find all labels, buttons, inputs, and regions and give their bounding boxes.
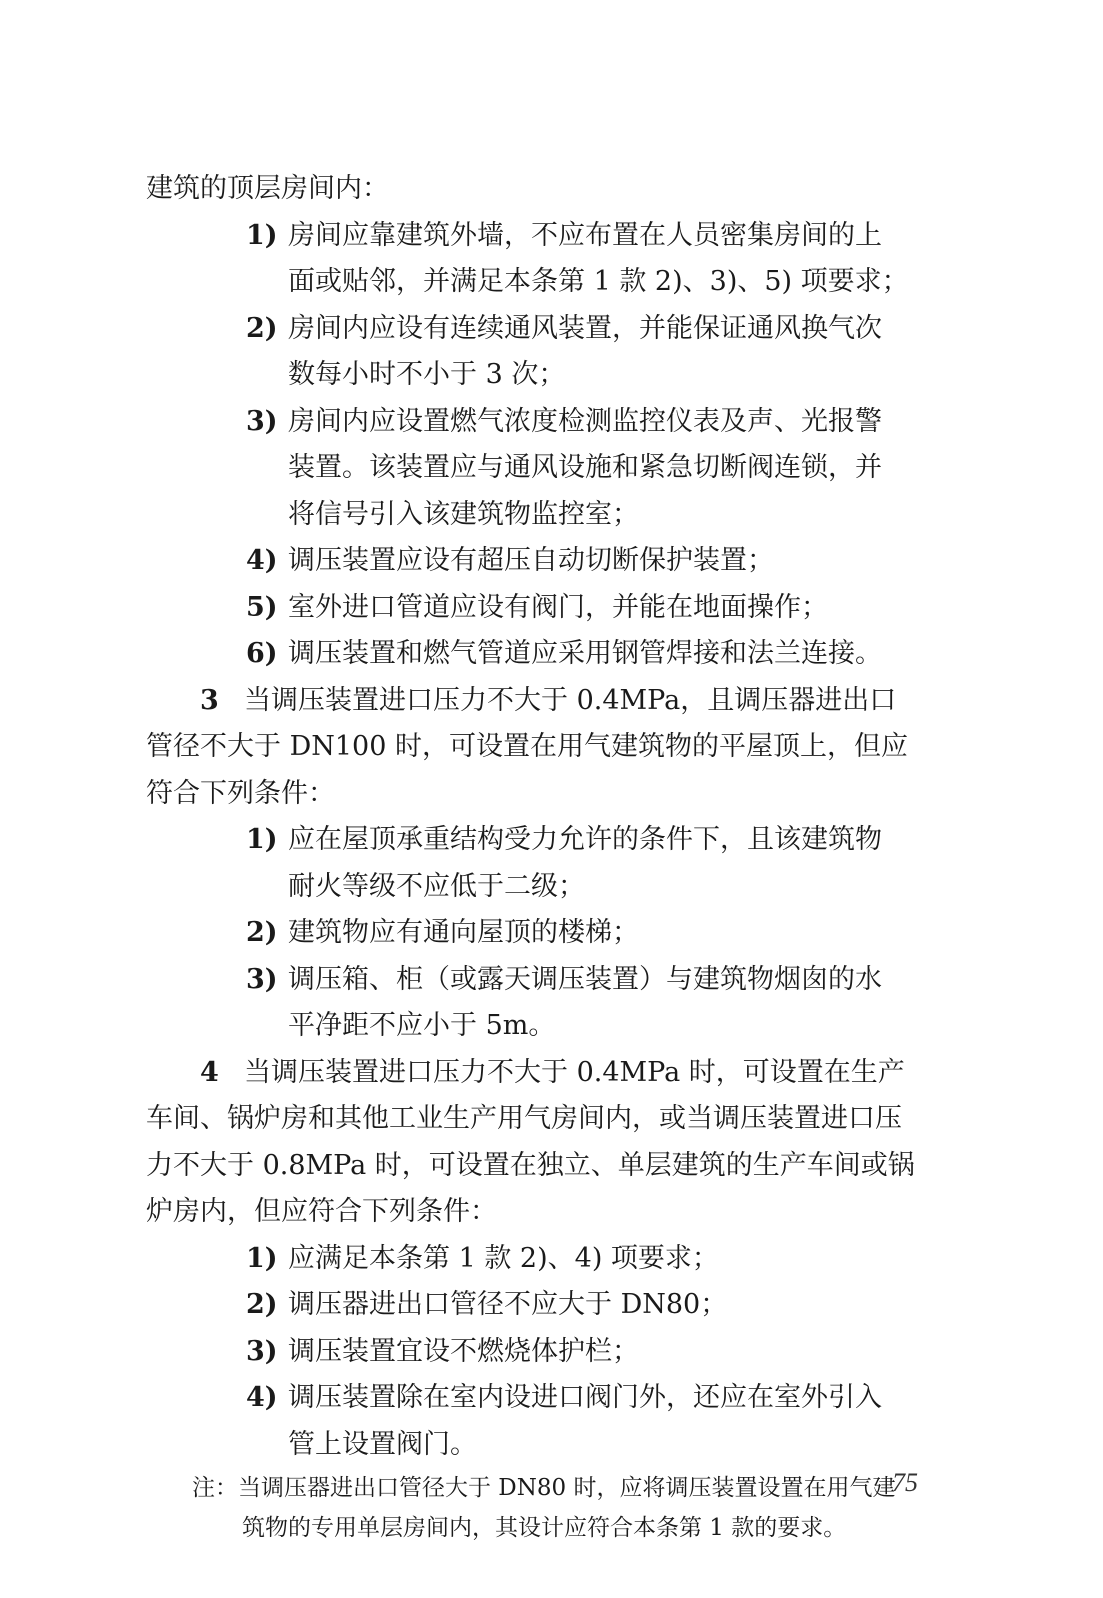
- list-item: [146, 631, 946, 678]
- item-number: 6): [246, 638, 278, 669]
- item-text: 房间内应设置燃气浓度检测监控仪表及声、光报警: [288, 405, 882, 437]
- clause-text: 当调压装置进口压力不大于 0.4MPa，且调压器进出口: [244, 684, 897, 716]
- item-number: 4): [246, 1382, 278, 1413]
- item-number: 2): [246, 917, 278, 948]
- item-text: 调压装置应设有超压自动切断保护装置；: [288, 545, 774, 576]
- item-number: 2): [246, 1289, 278, 1320]
- item-text: 应满足本条第 1 款 2)、4) 项要求；: [288, 1242, 719, 1274]
- item-continuation: 平净距不应小于 5m。: [288, 1010, 556, 1041]
- item-number: 1): [246, 1242, 278, 1274]
- list-item: [146, 957, 946, 1004]
- clause-number: 3: [200, 684, 219, 716]
- list-item: [146, 1375, 946, 1422]
- clause-line: [146, 678, 946, 725]
- item-text: 应在屋顶承重结构受力允许的条件下，且该建筑物: [288, 824, 882, 855]
- item-number: 5): [246, 591, 278, 623]
- item-text: 房间内应设有连续通风装置，并能保证通风换气次: [288, 312, 882, 344]
- item-text: 调压装置除在室内设进口阀门外，还应在室外引入: [288, 1382, 882, 1413]
- item-continuation: 面或贴邻，并满足本条第 1 款 2)、3)、5) 项要求；: [288, 266, 909, 297]
- list-item: [146, 585, 946, 632]
- item-number: 1): [246, 219, 278, 251]
- item-continuation: 耐火等级不应低于二级；: [288, 870, 585, 902]
- clause-line: [146, 1050, 946, 1097]
- paragraph-line: 力不大于 0.8MPa 时，可设置在独立、单层建筑的生产车间或锅: [146, 1149, 915, 1181]
- paragraph-line: 符合下列条件：: [146, 777, 335, 809]
- note-line: 注：当调压器进出口管径大于 DN80 时，应将调压装置设置在用气建: [192, 1475, 896, 1501]
- list-item: [146, 910, 946, 957]
- paragraph-line: 管径不大于 DN100 时，可设置在用气建筑物的平屋顶上，但应: [146, 731, 908, 762]
- paragraph-line: 建筑的顶层房间内：: [146, 173, 389, 204]
- item-text: 调压装置宜设不燃烧体护栏；: [288, 1335, 639, 1367]
- item-number: 3): [246, 1335, 278, 1367]
- list-item: [146, 1329, 946, 1376]
- item-number: 2): [246, 312, 278, 344]
- item-text: 建筑物应有通向屋顶的楼梯；: [288, 917, 639, 948]
- item-text: 调压装置和燃气管道应采用钢管焊接和法兰连接。: [288, 638, 882, 669]
- list-item: [146, 306, 946, 353]
- list-item: [146, 213, 946, 260]
- paragraph-line: 炉房内，但应符合下列条件：: [146, 1196, 497, 1227]
- item-number: 4): [246, 545, 278, 576]
- item-continuation: 管上设置阀门。: [288, 1428, 477, 1460]
- item-number: 3): [246, 963, 278, 995]
- clause-number: 4: [200, 1056, 219, 1088]
- body-text: [146, 166, 946, 1548]
- list-item: [146, 1282, 946, 1329]
- list-item: [146, 1236, 946, 1283]
- item-text: 调压器进出口管径不应大于 DN80；: [288, 1289, 728, 1320]
- list-item: [146, 538, 946, 585]
- item-text: 室外进口管道应设有阀门，并能在地面操作；: [288, 591, 828, 623]
- list-item: [146, 817, 946, 864]
- paragraph-line: 车间、锅炉房和其他工业生产用气房间内，或当调压装置进口压: [146, 1103, 902, 1134]
- note-line: 筑物的专用单层房间内，其设计应符合本条第 1 款的要求。: [242, 1515, 847, 1541]
- item-text: 调压箱、柜（或露天调压装置）与建筑物烟囱的水: [288, 963, 882, 995]
- item-number: 3): [246, 405, 278, 437]
- list-item: [146, 399, 946, 446]
- item-number: 1): [246, 824, 278, 855]
- item-continuation: 将信号引入该建筑物监控室；: [288, 498, 639, 530]
- item-continuation: 数每小时不小于 3 次；: [288, 359, 566, 390]
- item-continuation: 装置。该装置应与通风设施和紧急切断阀连锁，并: [288, 452, 882, 483]
- item-text: 房间应靠建筑外墙，不应布置在人员密集房间的上: [288, 219, 882, 251]
- clause-text: 当调压装置进口压力不大于 0.4MPa 时，可设置在生产: [244, 1056, 905, 1088]
- page-number: 75: [892, 1468, 918, 1497]
